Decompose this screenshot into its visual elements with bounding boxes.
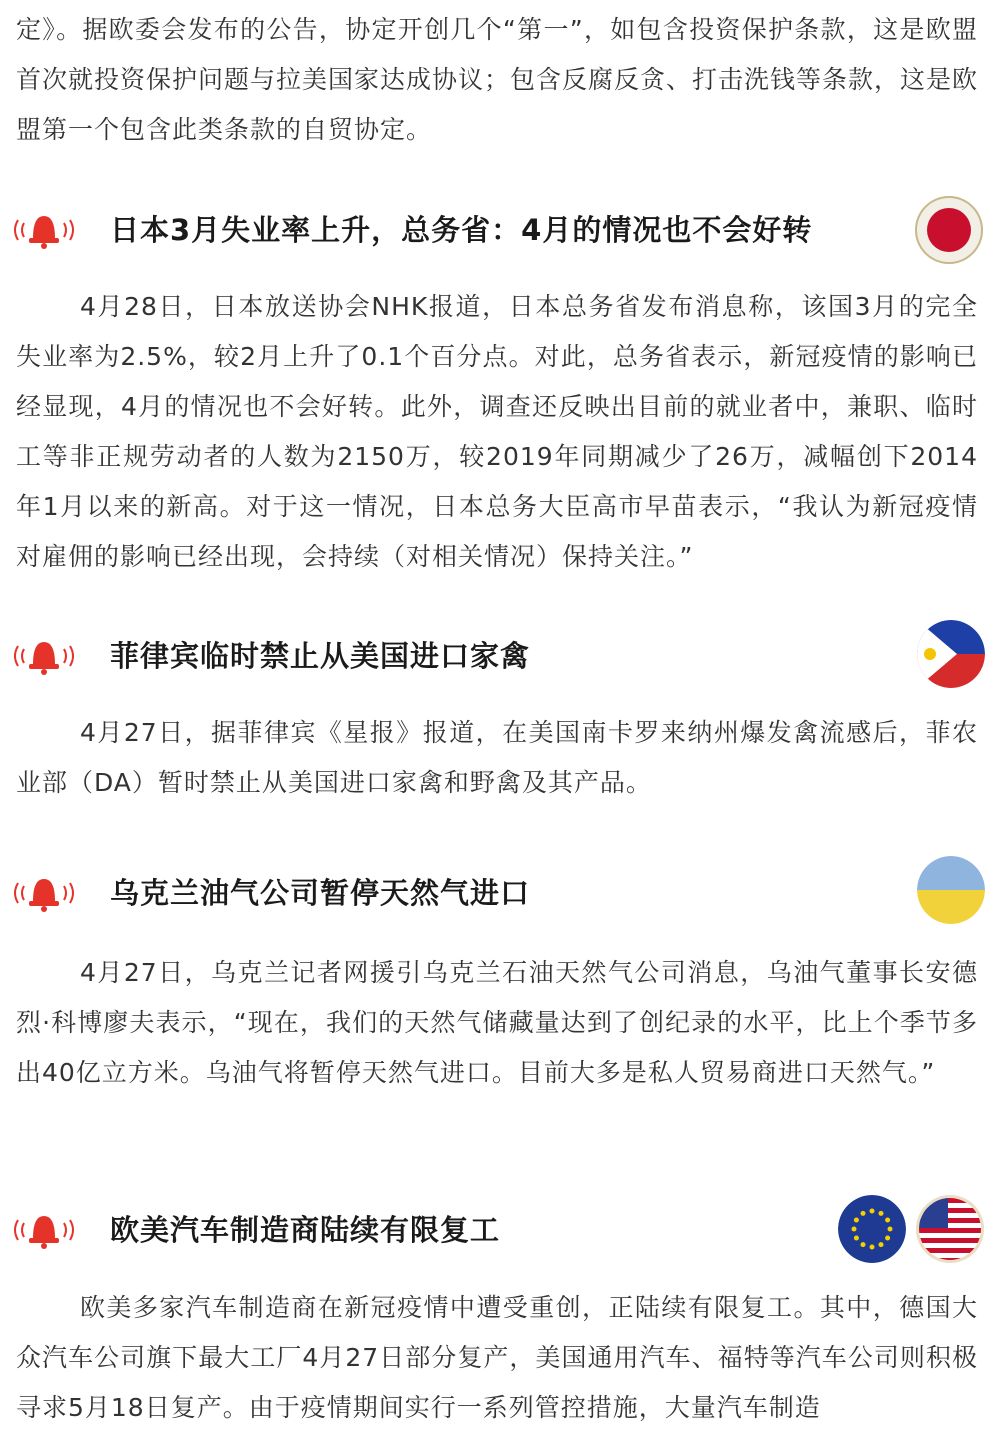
article-body: 4月27日，据菲律宾《星报》报道，在美国南卡罗来纳州爆发禽流感后，菲农业部（DA）暂时禁止从美国进口家禽和野禽及其产品。 <box>16 718 978 797</box>
alarm-bell-icon <box>8 208 80 252</box>
article-heading-eu-usa <box>0 1190 1008 1270</box>
alarm-bell-icon <box>8 1208 80 1252</box>
article-body: 欧美多家汽车制造商在新冠疫情中遭受重创，正陆续有限复工。其中，德国大众汽车公司旗下最大工厂4月27日部分复产，美国通用汽车、福特等汽车公司则积极寻求5月18日复产。由于疫情期间实行一系列管控措施，大量汽车制造 <box>16 1293 978 1422</box>
usa-flag-icon <box>916 1195 984 1263</box>
article-heading-japan <box>0 190 1008 270</box>
article-title: 日本3月失业率上升，总务省：4月的情况也不会好转 <box>110 213 813 247</box>
article-body: 4月28日，日本放送协会NHK报道，日本总务省发布消息称，该国3月的完全失业率为2.5%，较2月上升了0.1个百分点。对此，总务省表示，新冠疫情的影响已经显现，4月的情况也不会好转。此外，调查还反映出目前的就业者中，兼职、临时工等非正规劳动者的人数为2150万，较2019年同期减少了26万，减幅创下2014年1月以来的新高。对于这一情况，日本总务大臣高市早苗表示，“我认为新冠疫情对雇佣的影响已经出现，会持续（对相关情况）保持关注。” <box>16 292 978 571</box>
article-body: 4月27日，乌克兰记者网援引乌克兰石油天然气公司消息，乌油气董事长安德烈·科博廖夫表示，“现在，我们的天然气储藏量达到了创纪录的水平，比上个季节多出40亿立方米。乌油气将暂停天然气进口。目前大多是私人贸易商进口天然气。” <box>16 958 978 1087</box>
japan-flag-icon <box>915 196 983 264</box>
philippines-flag-icon <box>917 620 985 688</box>
article-title: 乌克兰油气公司暂停天然气进口 <box>110 876 531 910</box>
article-title: 菲律宾临时禁止从美国进口家禽 <box>110 639 531 673</box>
alarm-bell-icon <box>8 871 80 915</box>
article-heading-philippines <box>0 616 1008 696</box>
article-heading-ukraine <box>0 853 1008 933</box>
alarm-bell-icon <box>8 634 80 678</box>
intro-paragraph: 定》。据欧委会发布的公告，协定开创几个“第一”，如包含投资保护条款，这是欧盟首次就投资保护问题与拉美国家达成协议；包含反腐反贪、打击洗钱等条款，这是欧盟第一个包含此类条款的自贸协定。 <box>16 15 979 144</box>
eu-flag-icon <box>838 1195 906 1263</box>
ukraine-flag-icon <box>917 856 985 924</box>
article-title: 欧美汽车制造商陆续有限复工 <box>110 1213 501 1247</box>
